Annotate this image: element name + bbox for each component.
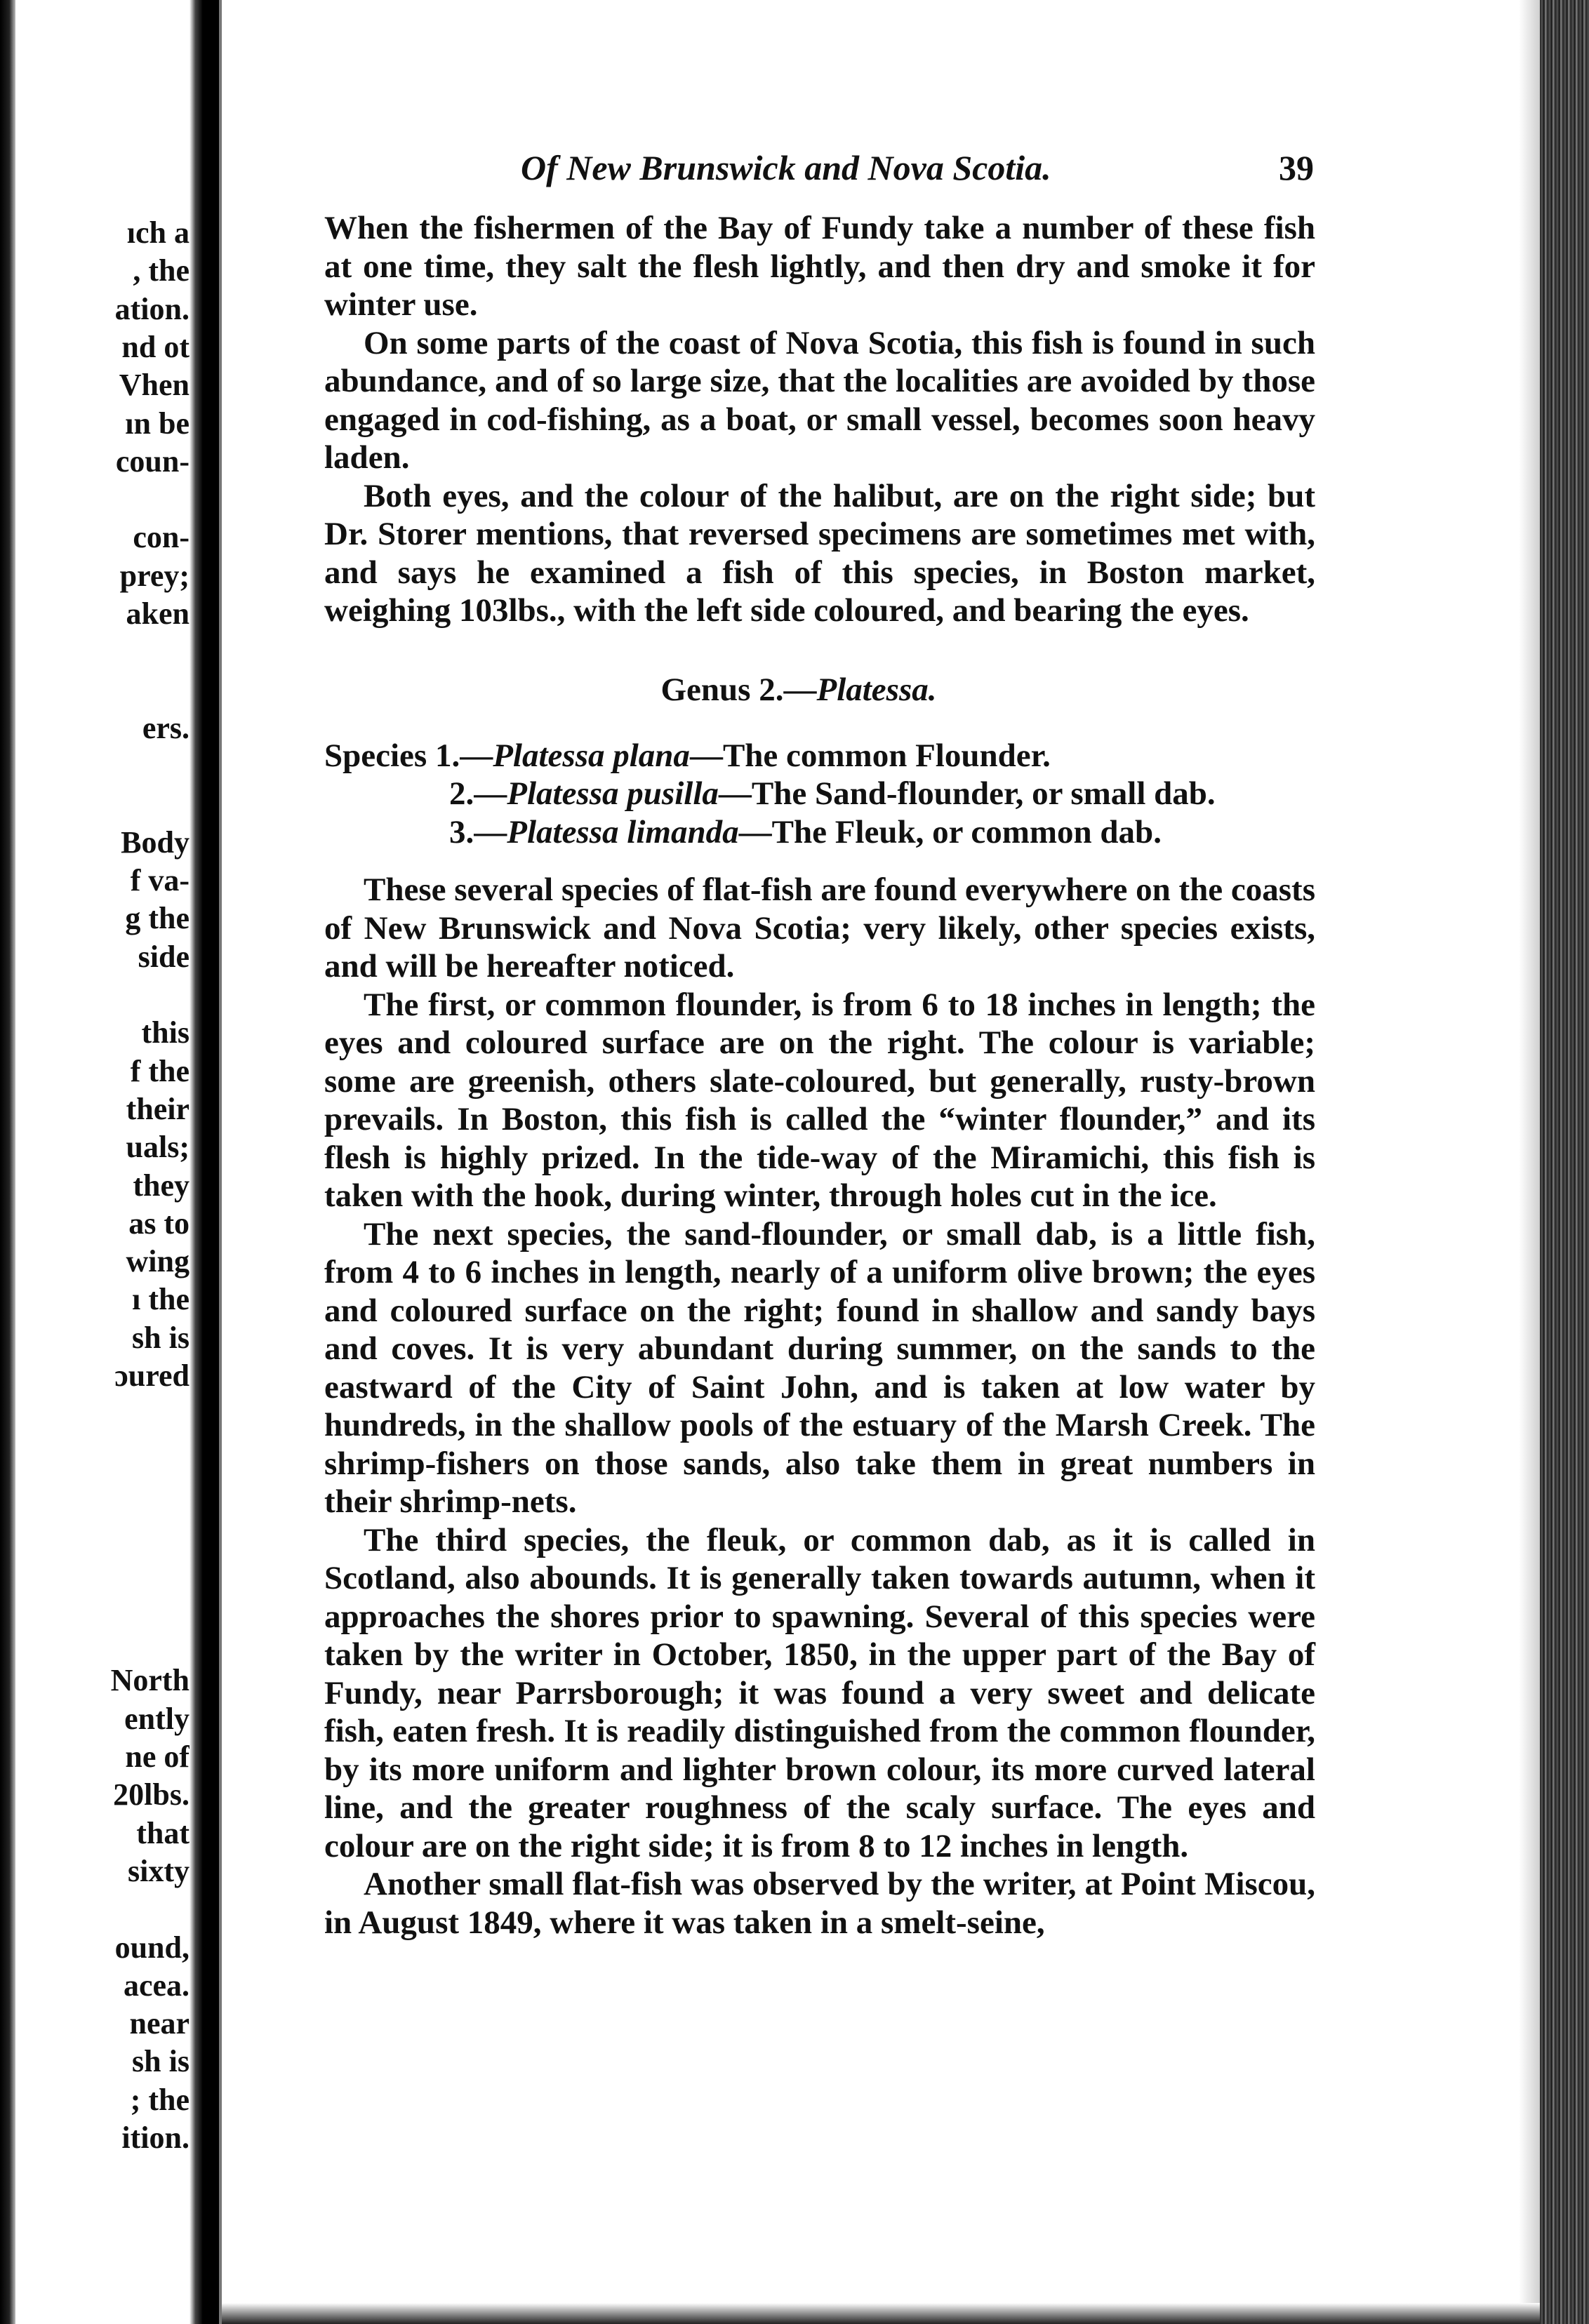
previous-page-line: ı the: [132, 1282, 190, 1317]
previous-page-line: ɔured: [114, 1358, 190, 1393]
previous-page-line: g the: [125, 901, 190, 936]
paragraph: When the fishermen of the Bay of Fundy take a number of these fish at one time, they salt the flesh lightly, and then dry and smoke it for winter use.: [324, 210, 1315, 323]
previous-page-line: con-: [133, 520, 190, 555]
species-line: [324, 737, 1315, 775]
previous-page-line: Body: [121, 824, 190, 860]
previous-page-line: nd ot: [121, 329, 190, 364]
previous-page-line: ation.: [114, 291, 190, 326]
paragraph: The third species, the fleuk, or common dab, as it is called in Scotland, also abounds. It is generally taken towards autumn, when it approaches the shores prior to spawning. Several of this species were taken by the writer in October, 1850, in the upper part of the Bay of Fundy, near Parrsborough; it was found a very sweet and delicate fish, eaten fresh. It is readily distinguished from the common flounder, by its more uniform and lighter brown colour, its more curved lateral line, and the greater roughness of the scaly surface. The eyes and colour are on the right side; it is from 8 to 12 inches in length.: [324, 1521, 1315, 1864]
right-edge-shadow: [1519, 0, 1540, 2324]
running-head: [324, 147, 1315, 194]
previous-page-line: f va-: [130, 863, 190, 898]
running-title: Of New Brunswick and Nova Scotia.: [521, 148, 1051, 187]
species-common-name: —The Sand-flounder, or small dab.: [718, 775, 1216, 812]
previous-page-line: North: [110, 1663, 190, 1698]
previous-page-line: ers.: [142, 710, 190, 745]
previous-page-line: ently: [124, 1701, 190, 1736]
previous-page-line: 20lbs.: [113, 1777, 190, 1812]
species-list: [324, 737, 1315, 852]
previous-page-line: ne of: [125, 1739, 190, 1774]
previous-page-line: they: [133, 1168, 190, 1203]
paragraph: The next species, the sand-flounder, or small dab, is a little fish, from 4 to 6 inches in length, nearly of a uniform olive brown; the eyes and coloured surface on the right; found in shallow and sandy bays and coves. It is very abundant during summer, on the sands to the eastward of the City of Saint John, and is taken at low water by hundreds, in the shallow pools of the estuary of the Marsh Creek. The shrimp-fishers on those sands, also take them in great numbers in their shrimp-nets.: [324, 1215, 1315, 1520]
species-latin-name: Platessa plana: [493, 737, 690, 774]
paragraph: Another small flat-fish was observed by the writer, at Point Miscou, in August 1849, where it was taken in a smelt-seine,: [324, 1866, 1315, 1941]
previous-page-line: acea.: [123, 1968, 190, 2003]
species-latin-name: Platessa pusilla: [507, 775, 719, 812]
previous-page-line: wing: [126, 1244, 190, 1279]
species-latin-name: Platessa limanda: [507, 813, 739, 850]
genus-name: Platessa.: [816, 671, 937, 708]
scan-left-edge: [0, 0, 15, 2324]
previous-page-line: , the: [133, 253, 190, 288]
previous-page-fragment: [15, 0, 199, 2324]
previous-page-line: sh is: [132, 1320, 190, 1355]
previous-page-line: as to: [128, 1206, 190, 1241]
previous-page-line: prey;: [119, 558, 190, 593]
previous-page-line: ition.: [121, 2121, 190, 2155]
previous-page-line: near: [129, 2006, 190, 2041]
previous-page-line: coun-: [115, 443, 190, 479]
previous-page-line: that: [136, 1815, 190, 1850]
previous-page-line: ; the: [130, 2082, 190, 2117]
previous-page-line: side: [138, 939, 190, 974]
previous-page-line: uals;: [126, 1130, 190, 1165]
species-number: 1.—: [434, 737, 493, 774]
paragraph: On some parts of the coast of Nova Scotia, this fish is found in such abundance, and of so large size, that the localities are avoided by those engaged in cod-fishing, as a boat, or small vessel, becomes soon heavy laden.: [324, 324, 1315, 476]
previous-page-line: ıch a: [126, 215, 190, 250]
previous-page-line: sixty: [128, 1853, 190, 1888]
species-common-name: —The common Flounder.: [689, 737, 1051, 774]
previous-page-line: ın be: [125, 406, 190, 441]
gutter-strip: [219, 0, 222, 2324]
previous-page-line: Vhen: [119, 368, 190, 403]
previous-page-line: aken: [126, 596, 190, 631]
scan-bottom-edge: [222, 2303, 1540, 2324]
book-page: [324, 147, 1315, 1942]
genus-prefix: Genus 2.—: [660, 671, 817, 708]
binding-gutter: [190, 0, 219, 2324]
paragraph: The first, or common flounder, is from 6 to 18 inches in length; the eyes and coloured surface are on the right. The colour is variable; some are greenish, others slate-coloured, but generally, rusty-brown prevails. In Boston, this fish is called the “winter flounder,” and its flesh is highly prized. In the tide-way of the Miramichi, this fish is taken with the hook, during winter, through holes cut in the ice.: [324, 986, 1315, 1214]
paragraph: These several species of flat-fish are found everywhere on the coasts of New Brunswick and Nova Scotia; very likely, other species exists, and will be hereafter noticed.: [324, 872, 1315, 984]
previous-page-line: f the: [130, 1053, 190, 1088]
previous-page-line: their: [126, 1091, 190, 1126]
species-line: [324, 813, 1315, 852]
page-number: 39: [1279, 148, 1314, 187]
paragraph: Both eyes, and the colour of the halibut, are on the right side; but Dr. Storer mentions, that reversed specimens are sometimes met with, and says he examined a fish of this species, in Boston market, weighing 103lbs., with the left side coloured, and bearing the eyes.: [324, 477, 1315, 629]
species-number: 2.—: [449, 775, 507, 812]
species-line: [324, 775, 1315, 813]
species-number: 3.—: [449, 813, 507, 850]
species-label: Species: [324, 737, 435, 774]
scan-right-edge: [1540, 0, 1589, 2324]
previous-page-line: ound,: [114, 1930, 190, 1965]
genus-heading: [324, 671, 1315, 709]
previous-page-line: this: [141, 1015, 190, 1050]
previous-page-line: sh is: [132, 2044, 190, 2079]
species-common-name: —The Fleuk, or common dab.: [738, 813, 1162, 850]
